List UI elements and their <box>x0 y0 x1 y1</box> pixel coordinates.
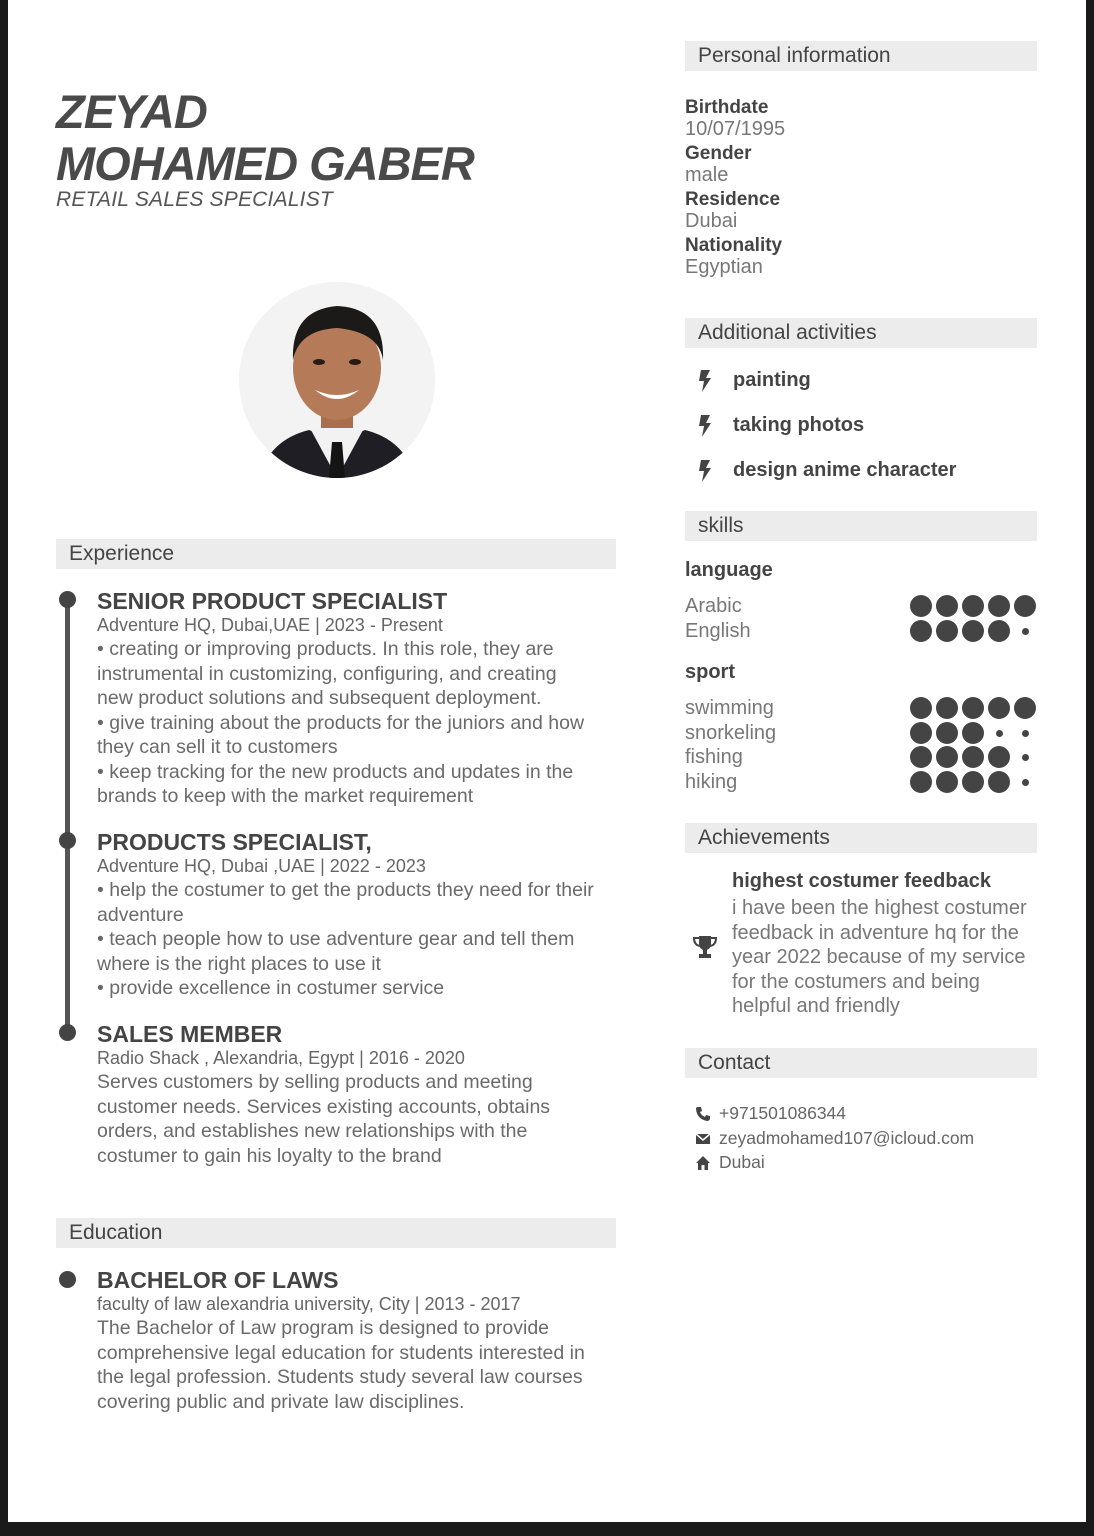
contact-phone <box>695 1101 846 1125</box>
desc-line: new product solutions and subsequent deployment. <box>97 687 542 709</box>
experience-entry <box>97 588 627 809</box>
education-description <box>97 1316 627 1414</box>
desc-line: • provide excellence in costumer service <box>97 977 445 999</box>
skill-name: English <box>685 620 751 642</box>
skill-dot-filled <box>1014 697 1036 719</box>
skill-dot-empty <box>1022 779 1029 786</box>
skill-dot-filled <box>910 722 932 744</box>
skill-dot-filled <box>988 620 1010 642</box>
timeline-dot <box>59 832 76 849</box>
desc-line: • give training about the products for the juniors and how <box>97 711 585 734</box>
activity-label: painting <box>733 369 811 391</box>
desc-line: i have been the highest costumer <box>732 897 1027 919</box>
experience-entry <box>97 829 627 1001</box>
skill-name: hiking <box>685 771 738 793</box>
skill-dot-filled <box>936 771 958 793</box>
skill-dot-filled <box>910 771 932 793</box>
desc-line: feedback in adventure hq for the <box>732 921 1019 944</box>
desc-line: they can sell it to customers <box>97 736 338 758</box>
first-name: ZEYAD <box>56 85 207 138</box>
education-entry <box>97 1267 627 1414</box>
skill-category-language: language <box>685 559 773 581</box>
skill-dot-filled <box>988 595 1010 617</box>
desc-line: customer needs. Services existing accounts, obtains <box>97 1095 551 1118</box>
activity-item <box>696 368 811 392</box>
experience-description <box>97 1070 627 1168</box>
skill-dot-filled <box>962 746 984 768</box>
email-address: zeyadmohamed107@icloud.com <box>719 1128 975 1148</box>
resume-page <box>8 0 1086 1522</box>
address: Dubai <box>719 1152 765 1172</box>
lightning-icon <box>696 369 716 393</box>
experience-header: Experience <box>56 539 616 569</box>
education-meta: faculty of law alexandria university, City | 2013 - 2017 <box>97 1294 521 1314</box>
experience-entry <box>97 1021 627 1168</box>
activity-item <box>696 458 956 482</box>
achievement-description <box>732 896 1042 1019</box>
gender-value: male <box>685 164 729 186</box>
skill-level-dots <box>910 619 1037 643</box>
personal-info-header: Personal information <box>685 41 1037 71</box>
skill-dot-empty <box>1022 628 1029 635</box>
skill-name: snorkeling <box>685 722 777 744</box>
skill-dot-empty <box>1022 730 1029 737</box>
personal-info <box>685 98 785 282</box>
profile-photo <box>239 282 435 478</box>
phone-number: +971501086344 <box>719 1103 847 1123</box>
lightning-icon <box>696 459 716 483</box>
timeline-dot <box>59 591 76 608</box>
skill-dot-filled <box>936 620 958 642</box>
activity-label: design anime character <box>733 459 957 481</box>
desc-line: for the costumers and being <box>732 970 980 993</box>
skill-dot-filled <box>910 697 932 719</box>
skill-category-sport: sport <box>685 661 735 683</box>
desc-line: covering public and private law disciplines. <box>97 1390 465 1413</box>
desc-line: • help the costumer to get the products they need for their <box>97 879 594 901</box>
contact-email <box>695 1126 974 1150</box>
skill-dot-filled <box>988 771 1010 793</box>
desc-line: helpful and friendly <box>732 995 900 1017</box>
skill-dot-filled <box>936 746 958 768</box>
lightning-icon <box>696 414 716 438</box>
skill-dot-filled <box>988 746 1010 768</box>
skill-dot-filled <box>936 697 958 719</box>
desc-line: where is the right places to use it <box>97 952 381 975</box>
skills-header: skills <box>685 511 1037 541</box>
home-icon <box>695 1155 711 1171</box>
skill-dot-empty <box>1022 754 1029 761</box>
residence-value: Dubai <box>685 210 738 232</box>
skill-name: fishing <box>685 746 743 768</box>
skill-dot-filled <box>962 697 984 719</box>
desc-line: adventure <box>97 903 184 926</box>
experience-meta: Radio Shack , Alexandria, Egypt | 2016 - 2020 <box>97 1048 465 1068</box>
skill-dot-filled <box>936 595 958 617</box>
desc-line: brands to keep with the market requirement <box>97 785 474 807</box>
skill-dot-filled <box>1014 595 1036 617</box>
experience-meta: Adventure HQ, Dubai ,UAE | 2022 - 2023 <box>97 856 426 876</box>
skill-level-dots <box>910 745 1037 769</box>
gender-label: Gender <box>685 143 752 164</box>
experience-role: PRODUCTS SPECIALIST, <box>97 829 372 855</box>
skill-level-dots <box>910 770 1037 794</box>
skill-dot-filled <box>936 722 958 744</box>
desc-line: • keep tracking for the new products and updates in the <box>97 760 574 783</box>
contact-header: Contact <box>685 1048 1037 1078</box>
birthdate-value: 10/07/1995 <box>685 118 786 140</box>
desc-line: year 2022 because of my service <box>732 946 1026 968</box>
activities-header: Additional activities <box>685 318 1037 348</box>
skill-dot-filled <box>988 697 1010 719</box>
skill-row <box>685 696 1037 720</box>
skill-name: Arabic <box>685 595 742 617</box>
skill-level-dots <box>910 594 1037 618</box>
experience-role: SENIOR PRODUCT SPECIALIST <box>97 588 448 614</box>
desc-line: The Bachelor of Law program is designed to provide <box>97 1317 550 1339</box>
desc-line: the legal profession. Students study several law courses <box>97 1366 583 1388</box>
skill-dot-filled <box>962 620 984 642</box>
skill-level-dots <box>910 696 1037 720</box>
phone-icon <box>695 1106 711 1122</box>
contact-address <box>695 1150 765 1174</box>
skill-dot-filled <box>910 620 932 642</box>
nationality-value: Egyptian <box>685 256 763 278</box>
desc-line: costumer to gain his loyalty to the brand <box>97 1144 442 1167</box>
last-name: MOHAMED GABER <box>56 137 474 190</box>
desc-line: Serves customers by selling products and meeting <box>97 1071 533 1093</box>
skill-dot-filled <box>910 595 932 617</box>
desc-line: • teach people how to use adventure gear and tell them <box>97 928 575 950</box>
experience-description <box>97 637 627 809</box>
experience-description <box>97 878 627 1001</box>
nationality-label: Nationality <box>685 235 783 256</box>
achievements-header: Achievements <box>685 823 1037 853</box>
skill-name: swimming <box>685 697 774 719</box>
skill-dot-filled <box>910 746 932 768</box>
timeline-dot <box>59 1024 76 1041</box>
skill-row <box>685 745 1037 769</box>
desc-line: • creating or improving products. In this role, they are <box>97 638 554 660</box>
skill-row <box>685 594 1037 618</box>
education-dot <box>59 1271 76 1288</box>
experience-role: SALES MEMBER <box>97 1021 283 1047</box>
skill-dot-filled <box>962 771 984 793</box>
desc-line: orders, and establishes new relationships with the <box>97 1120 528 1142</box>
skill-row <box>685 619 1037 643</box>
trophy-icon <box>692 934 718 960</box>
skill-level-dots <box>910 721 1037 745</box>
activity-item <box>696 413 864 437</box>
achievement-title: highest costumer feedback <box>732 870 991 892</box>
timeline-line <box>65 600 70 1032</box>
education-header: Education <box>56 1218 616 1248</box>
desc-line: instrumental in customizing, configuring, and creating <box>97 662 557 685</box>
skill-dot-empty <box>996 730 1003 737</box>
education-degree: BACHELOR OF LAWS <box>97 1267 339 1293</box>
birthdate-label: Birthdate <box>685 97 769 118</box>
candidate-name <box>56 86 474 190</box>
activity-label: taking photos <box>733 414 865 436</box>
desc-line: comprehensive legal education for students interested in <box>97 1341 585 1364</box>
envelope-icon <box>695 1131 711 1147</box>
job-title: RETAIL SALES SPECIALIST <box>56 188 333 211</box>
experience-meta: Adventure HQ, Dubai,UAE | 2023 - Present <box>97 615 443 635</box>
residence-label: Residence <box>685 189 781 210</box>
skill-row <box>685 721 1037 745</box>
skill-dot-filled <box>962 595 984 617</box>
skill-dot-filled <box>962 722 984 744</box>
skill-row <box>685 770 1037 794</box>
